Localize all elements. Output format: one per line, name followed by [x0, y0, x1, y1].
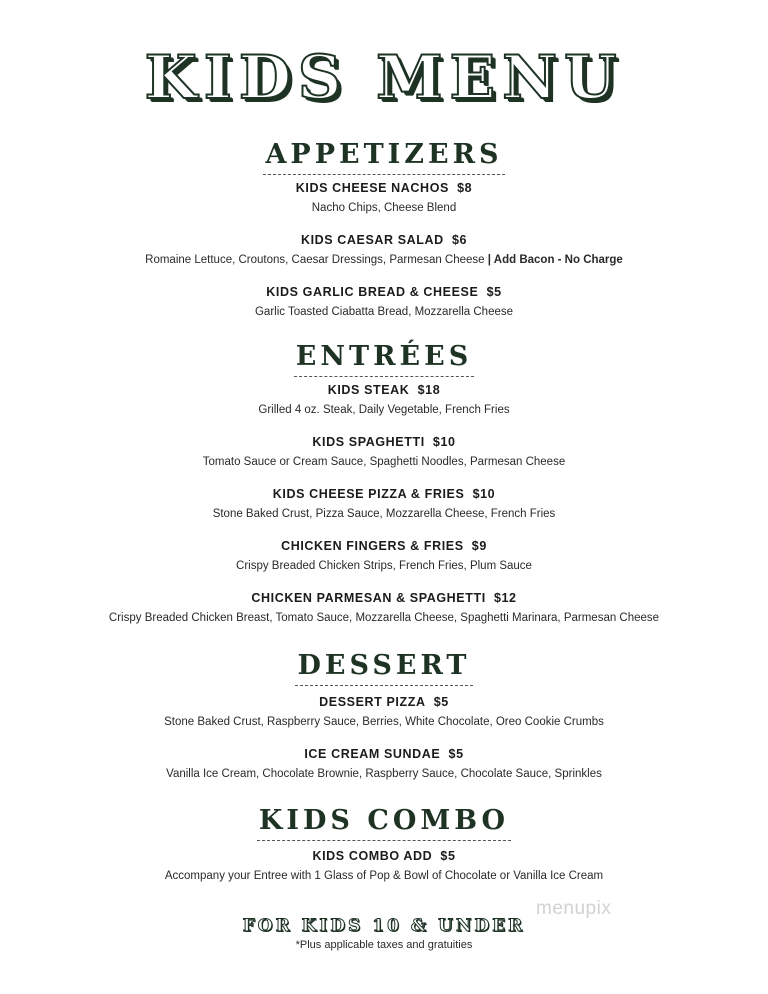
menu-item-name: KIDS COMBO ADD $5: [312, 849, 456, 863]
menu-item-desc: Vanilla Ice Cream, Chocolate Brownie, Raspberry Sauce, Chocolate Sauce, Sprinkles: [166, 768, 602, 780]
menu-item-name: CHICKEN FINGERS & FRIES $9: [281, 539, 487, 553]
section-heading-appetizers: APPETIZERS: [0, 138, 768, 175]
section-heading-entrees: ENTRÉES: [0, 340, 768, 377]
menu-item-desc: Garlic Toasted Ciabatta Bread, Mozzarella Cheese: [254, 306, 514, 318]
menu-item-desc: Accompany your Entree with 1 Glass of Pop & Bowl of Chocolate or Vanilla Ice Cream: [164, 870, 604, 882]
menu-item-desc: Stone Baked Crust, Pizza Sauce, Mozzarella Cheese, French Fries: [212, 508, 556, 520]
age-limit-note: FOR KIDS 10 & UNDER: [242, 916, 526, 936]
menu-item-name: KIDS CAESAR SALAD $6: [300, 233, 468, 247]
menu-item-desc: Tomato Sauce or Cream Sauce, Spaghetti Noodles, Parmesan Cheese: [202, 456, 566, 468]
menu-item-name: KIDS GARLIC BREAD & CHEESE $5: [266, 285, 502, 299]
menu-item-desc: Romaine Lettuce, Croutons, Caesar Dressings, Parmesan Cheese | Add Bacon - No Charge: [145, 254, 623, 266]
page-title: KIDS MENU: [144, 43, 624, 113]
menu-item-name: CHICKEN PARMESAN & SPAGHETTI $12: [251, 591, 517, 605]
menu-item-name: KIDS STEAK $18: [327, 383, 441, 397]
menu-item-name: KIDS SPAGHETTI $10: [312, 435, 456, 449]
section-heading-kids-combo: KIDS COMBO: [0, 804, 768, 841]
taxes-note: *Plus applicable taxes and gratuities: [295, 939, 473, 951]
menu-item-desc: Nacho Chips, Cheese Blend: [311, 202, 457, 214]
menu-item-name: KIDS CHEESE PIZZA & FRIES $10: [272, 487, 496, 501]
menu-item-name: ICE CREAM SUNDAE $5: [304, 747, 464, 761]
menu-item-desc: Crispy Breaded Chicken Strips, French Fries, Plum Sauce: [236, 560, 532, 572]
menu-item-name: KIDS CHEESE NACHOS $8: [295, 181, 473, 195]
add-on-note: | Add Bacon - No Charge: [487, 254, 623, 266]
menu-item-desc: Stone Baked Crust, Raspberry Sauce, Berries, White Chocolate, Oreo Cookie Crumbs: [164, 716, 604, 728]
watermark: menupix: [536, 898, 612, 919]
menu-item-desc: Crispy Breaded Chicken Breast, Tomato Sauce, Mozzarella Cheese, Spaghetti Marinara, Parmesan Cheese: [108, 612, 660, 624]
menu-item-desc: Grilled 4 oz. Steak, Daily Vegetable, French Fries: [258, 404, 510, 416]
menu-item-name: DESSERT PIZZA $5: [319, 695, 449, 709]
section-heading-dessert: DESSERT: [0, 649, 768, 686]
